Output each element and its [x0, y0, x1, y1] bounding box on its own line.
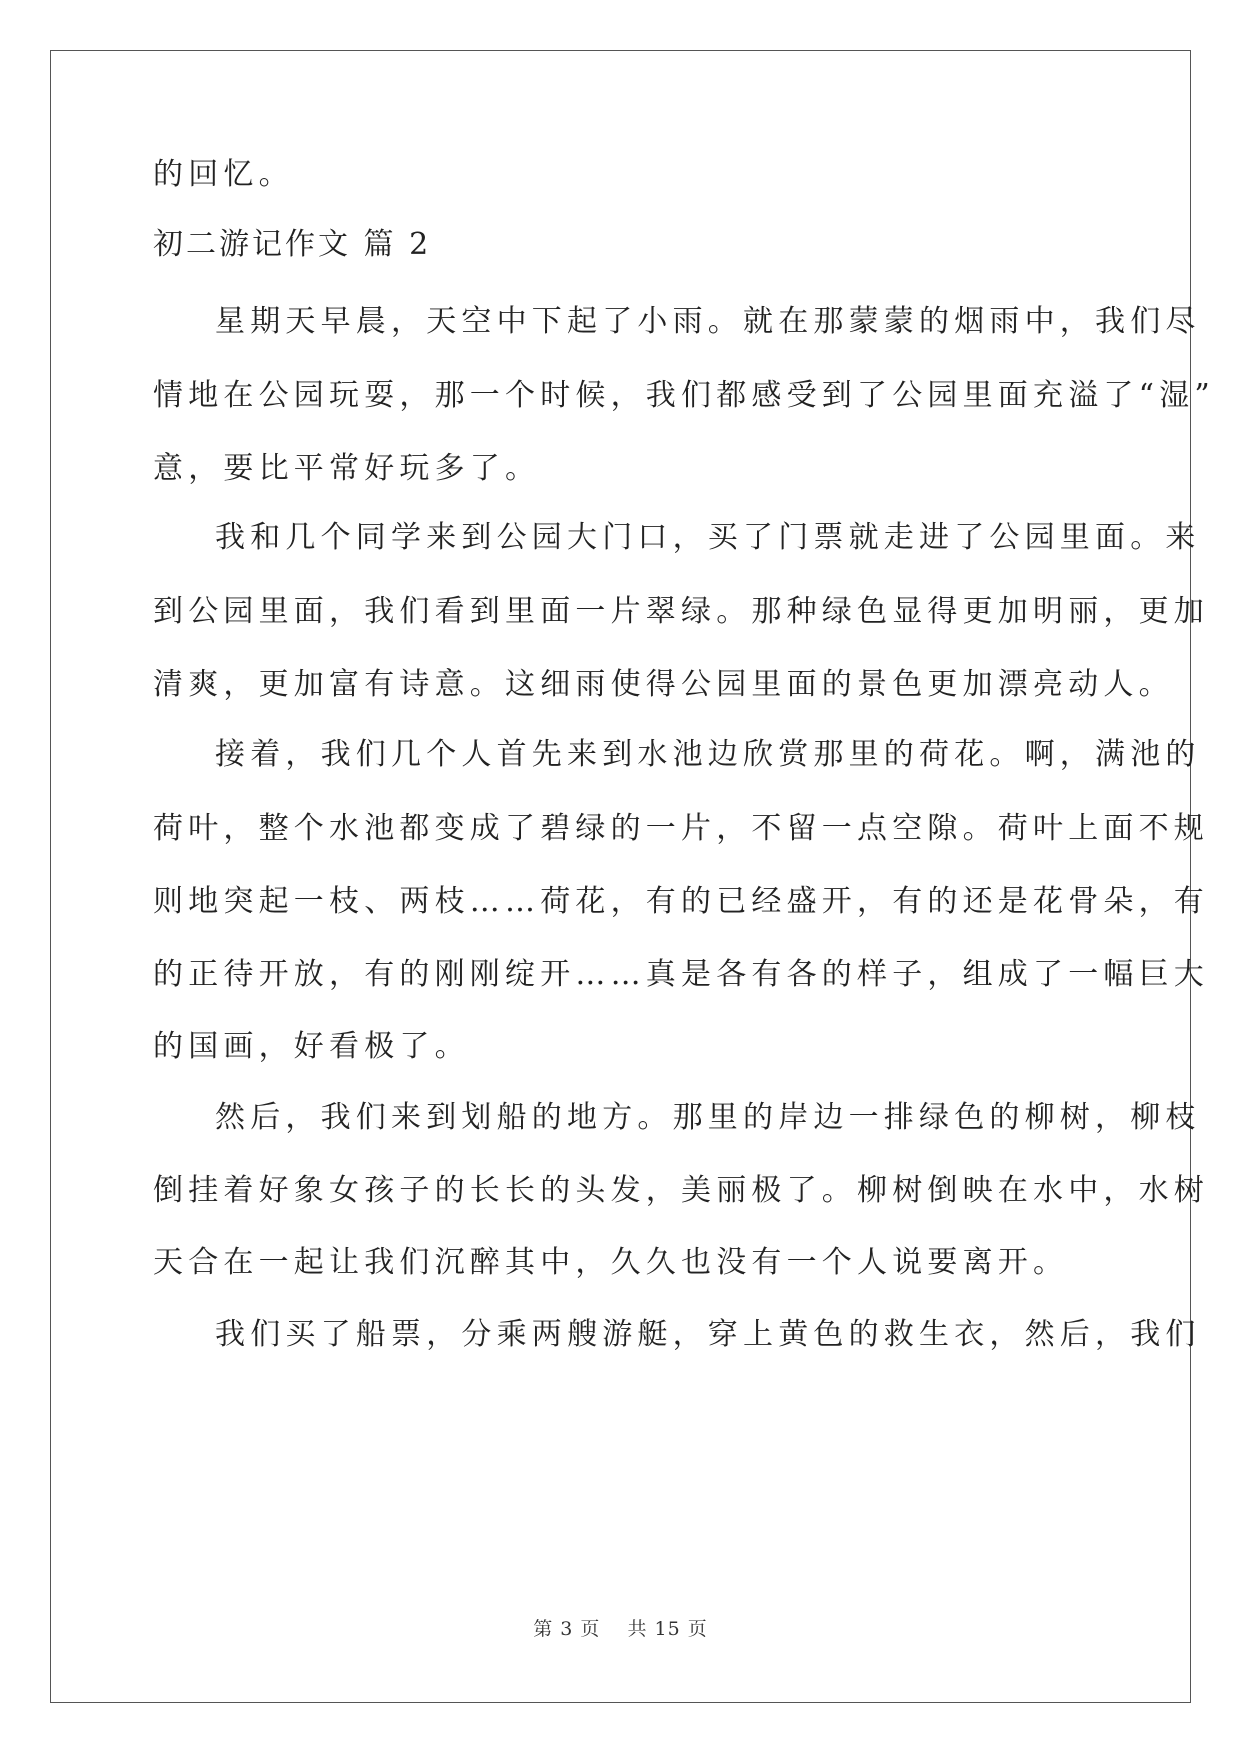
page-border [50, 50, 1191, 1703]
text-line: 清爽，更加富有诗意。这细雨使得公园里面的景色更加漂亮动人。 [153, 667, 1174, 702]
page-footer [0, 1614, 1241, 1641]
text-line: 到公园里面，我们看到里面一片翠绿。那种绿色显得更加明丽，更加 [153, 594, 1209, 629]
text-line: 天合在一起让我们沉醉其中，久久也没有一个人说要离开。 [153, 1245, 1069, 1280]
text-line: 情地在公园玩耍，那一个时候，我们都感受到了公园里面充溢了“湿” [153, 378, 1215, 413]
text-line: 星期天早晨，天空中下起了小雨。就在那蒙蒙的烟雨中，我们尽 [215, 304, 1201, 339]
text-line: 我和几个同学来到公园大门口，买了门票就走进了公园里面。来 [215, 520, 1201, 555]
text-line: 然后，我们来到划船的地方。那里的岸边一排绿色的柳树，柳枝 [215, 1100, 1201, 1135]
text-line: 接着，我们几个人首先来到水池边欣赏那里的荷花。啊，满池的 [215, 737, 1201, 772]
text-line: 则地突起一枝、两枝……荷花，有的已经盛开，有的还是花骨朵，有 [153, 884, 1209, 919]
text-line: 荷叶，整个水池都变成了碧绿的一片，不留一点空隙。荷叶上面不规 [153, 811, 1209, 846]
page-number: 第 3 页 [533, 1618, 601, 1640]
text-line: 的回忆。 [153, 157, 294, 192]
text-line: 的国画，好看极了。 [153, 1029, 470, 1064]
page-total: 共 15 页 [627, 1618, 708, 1640]
text-line: 意，要比平常好玩多了。 [153, 451, 541, 486]
section-heading: 初二游记作文 篇 2 [153, 227, 432, 262]
text-line: 的正待开放，有的刚刚绽开……真是各有各的样子，组成了一幅巨大 [153, 957, 1209, 992]
text-line: 我们买了船票，分乘两艘游艇，穿上黄色的救生衣，然后，我们 [215, 1317, 1201, 1352]
text-line: 倒挂着好象女孩子的长长的头发，美丽极了。柳树倒映在水中，水树 [153, 1173, 1209, 1208]
